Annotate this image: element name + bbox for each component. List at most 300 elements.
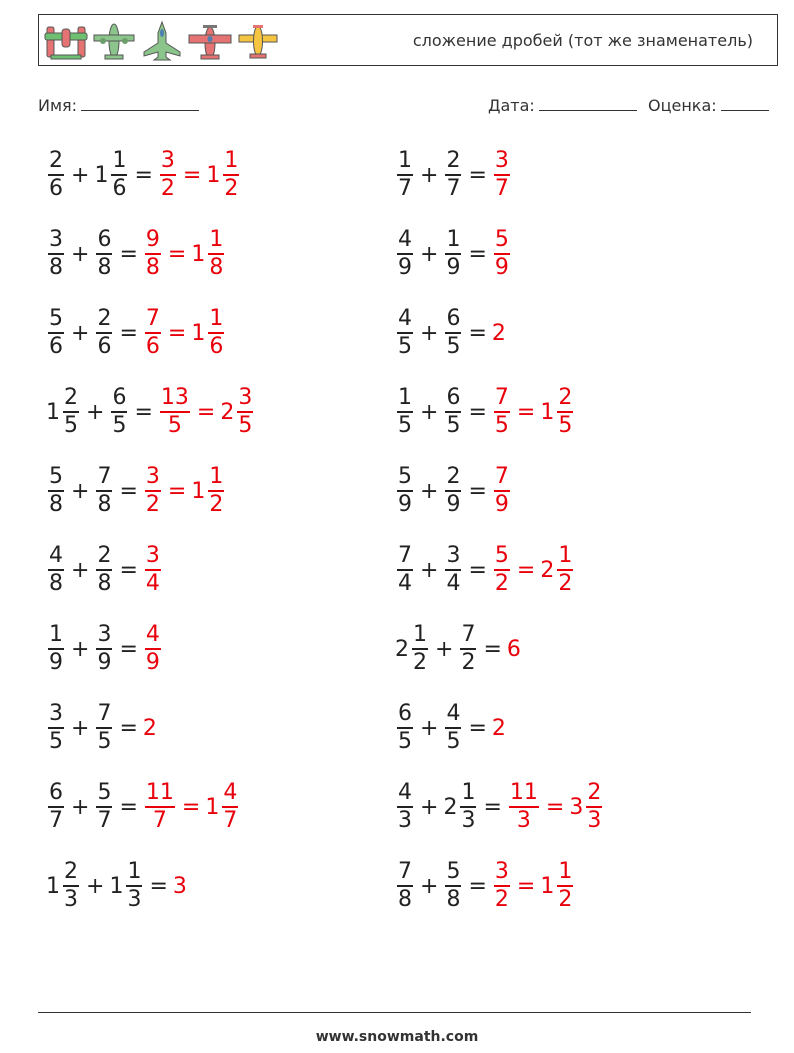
numerator: 3 <box>49 227 63 253</box>
denominator: 2 <box>461 649 476 675</box>
whole-number: 1 <box>191 320 206 346</box>
fraction <box>145 227 161 281</box>
numerator: 4 <box>145 622 160 648</box>
fraction <box>48 780 64 834</box>
denominator: 9 <box>49 649 63 675</box>
jet-green-icon <box>139 19 185 63</box>
numerator: 9 <box>145 227 160 253</box>
numerator: 7 <box>398 859 412 885</box>
answer <box>507 637 522 662</box>
denominator: 9 <box>446 491 461 517</box>
number <box>443 780 478 834</box>
problem-2 <box>395 135 512 215</box>
denominator: 9 <box>446 254 461 280</box>
equals-sign: = <box>119 557 138 583</box>
numerator: 1 <box>558 859 573 885</box>
denominator: 9 <box>494 254 509 280</box>
numerator: 3 <box>160 148 175 174</box>
answer <box>158 385 192 439</box>
footer-divider <box>38 1012 751 1013</box>
fraction <box>460 622 476 676</box>
whole-number: 1 <box>109 873 124 899</box>
numerator: 5 <box>494 543 509 569</box>
fraction <box>208 464 224 518</box>
number <box>94 543 114 597</box>
number <box>46 859 81 913</box>
fraction <box>63 859 79 913</box>
equals-sign: = <box>181 794 201 820</box>
fraction <box>412 622 428 676</box>
numerator: 4 <box>223 780 238 806</box>
equals-sign: = <box>119 241 138 267</box>
number <box>443 148 463 202</box>
fraction <box>48 543 64 597</box>
denominator: 3 <box>587 807 602 833</box>
numerator: 11 <box>509 780 538 806</box>
plus-sign: + <box>420 557 439 583</box>
denominator: 5 <box>398 412 412 438</box>
number <box>46 464 66 518</box>
plane-icons <box>43 19 281 63</box>
numerator: 1 <box>398 385 412 411</box>
fraction <box>48 622 64 676</box>
numerator: 5 <box>446 859 461 885</box>
numerator: 5 <box>49 306 63 332</box>
answer <box>191 464 226 518</box>
number <box>46 385 81 439</box>
denominator: 5 <box>112 412 127 438</box>
number <box>395 385 415 439</box>
numerator: 1 <box>398 148 412 174</box>
plus-sign: + <box>71 794 90 820</box>
denominator: 7 <box>223 807 238 833</box>
fraction <box>397 464 413 518</box>
answer <box>205 780 240 834</box>
denominator: 7 <box>49 807 63 833</box>
answer <box>492 464 512 518</box>
numerator: 6 <box>446 385 461 411</box>
denominator: 2 <box>494 570 509 596</box>
numerator: 1 <box>112 148 127 174</box>
problem-16 <box>395 688 507 768</box>
whole-number: 2 <box>540 557 555 583</box>
denominator: 8 <box>97 254 112 280</box>
fraction <box>126 859 142 913</box>
plus-sign: + <box>86 399 105 425</box>
equals-sign: = <box>167 478 187 504</box>
number <box>395 622 430 676</box>
numerator: 2 <box>587 780 602 806</box>
numerator: 4 <box>398 306 412 332</box>
date-field <box>488 94 637 115</box>
number <box>46 227 66 281</box>
grade-field <box>648 94 769 115</box>
numerator: 2 <box>49 148 63 174</box>
whole-number: 2 <box>491 715 506 741</box>
denominator: 7 <box>494 175 509 201</box>
answer <box>143 780 177 834</box>
equals-sign: = <box>119 478 138 504</box>
problem-7 <box>46 372 255 452</box>
number <box>94 622 114 676</box>
fraction <box>557 543 573 597</box>
fraction <box>208 306 224 360</box>
numerator: 2 <box>97 306 112 332</box>
fraction <box>445 701 461 755</box>
answer <box>492 321 507 346</box>
denominator: 3 <box>398 807 412 833</box>
numerator: 7 <box>97 464 112 490</box>
numerator: 1 <box>209 464 224 490</box>
whole-number: 1 <box>94 162 109 188</box>
denominator: 6 <box>97 333 112 359</box>
number <box>443 701 463 755</box>
fraction <box>160 148 176 202</box>
whole-number: 1 <box>46 873 60 899</box>
denominator: 9 <box>398 491 412 517</box>
numerator: 4 <box>398 227 412 253</box>
numerator: 1 <box>461 780 476 806</box>
plus-sign: + <box>420 478 439 504</box>
denominator: 8 <box>97 491 112 517</box>
denominator: 8 <box>49 570 63 596</box>
equals-sign: = <box>516 399 536 425</box>
denominator: 5 <box>167 412 182 438</box>
number <box>46 306 66 360</box>
problem-17 <box>46 767 240 847</box>
equals-sign: = <box>119 636 138 662</box>
numerator: 6 <box>398 701 412 727</box>
denominator: 8 <box>446 886 461 912</box>
denominator: 5 <box>238 412 253 438</box>
denominator: 6 <box>49 333 63 359</box>
fraction <box>494 385 510 439</box>
numerator: 7 <box>97 701 112 727</box>
equals-sign: = <box>468 873 487 899</box>
equals-sign: = <box>119 320 138 346</box>
answer <box>540 859 575 913</box>
fraction <box>460 780 476 834</box>
number <box>443 543 463 597</box>
problem-3 <box>46 214 226 294</box>
fraction <box>96 622 112 676</box>
numerator: 3 <box>446 543 461 569</box>
fraction <box>96 306 112 360</box>
numerator: 2 <box>446 148 461 174</box>
number <box>46 780 66 834</box>
denominator: 2 <box>558 570 573 596</box>
equals-sign: = <box>468 715 487 741</box>
denominator: 5 <box>398 728 412 754</box>
denominator: 6 <box>49 175 63 201</box>
problem-4 <box>395 214 512 294</box>
answer <box>143 622 163 676</box>
denominator: 5 <box>97 728 112 754</box>
date-label: Дата: <box>488 96 535 115</box>
numerator: 1 <box>413 622 427 648</box>
denominator: 9 <box>97 649 112 675</box>
fraction <box>494 543 510 597</box>
fraction <box>445 464 461 518</box>
numerator: 2 <box>97 543 112 569</box>
plus-sign: + <box>71 557 90 583</box>
fraction <box>96 543 112 597</box>
equals-sign: = <box>167 241 187 267</box>
answer <box>492 385 512 439</box>
equals-sign: = <box>182 162 202 188</box>
numerator: 4 <box>49 543 63 569</box>
numerator: 1 <box>446 227 461 253</box>
number <box>395 701 415 755</box>
plus-sign: + <box>71 478 90 504</box>
fraction <box>208 227 224 281</box>
fraction <box>96 227 112 281</box>
plus-sign: + <box>71 162 90 188</box>
number <box>109 859 144 913</box>
number <box>46 701 66 755</box>
fraction <box>48 148 64 202</box>
numerator: 3 <box>49 701 63 727</box>
footer-site: www.snowmath.com <box>315 1029 479 1045</box>
denominator: 4 <box>446 570 461 596</box>
answer <box>143 464 163 518</box>
whole-number: 1 <box>540 873 555 899</box>
numerator: 1 <box>209 227 224 253</box>
number <box>46 543 66 597</box>
equals-sign: = <box>119 794 138 820</box>
fraction <box>397 306 413 360</box>
numerator: 5 <box>97 780 112 806</box>
plane-pink-icon <box>43 19 89 63</box>
problem-15 <box>46 688 158 768</box>
answer <box>540 385 575 439</box>
numerator: 6 <box>112 385 127 411</box>
fraction <box>445 227 461 281</box>
denominator: 5 <box>446 412 461 438</box>
fraction <box>397 701 413 755</box>
denominator: 7 <box>97 807 112 833</box>
problem-18 <box>395 767 604 847</box>
fraction <box>237 385 253 439</box>
denominator: 5 <box>446 333 461 359</box>
denominator: 3 <box>64 886 78 912</box>
numerator: 1 <box>209 306 224 332</box>
fraction <box>397 385 413 439</box>
numerator: 3 <box>494 148 509 174</box>
fraction <box>586 780 602 834</box>
fraction <box>494 464 510 518</box>
number <box>94 148 129 202</box>
denominator: 7 <box>152 807 167 833</box>
fraction <box>397 780 413 834</box>
equals-sign: = <box>167 320 187 346</box>
numerator: 1 <box>224 148 239 174</box>
equals-sign: = <box>134 399 153 425</box>
grade-blank[interactable] <box>721 94 769 111</box>
equals-sign: = <box>119 715 138 741</box>
whole-number: 2 <box>491 320 506 346</box>
answer <box>492 227 512 281</box>
equals-sign: = <box>468 320 487 346</box>
denominator: 4 <box>145 570 160 596</box>
answer <box>143 543 163 597</box>
problem-10 <box>395 451 512 531</box>
equals-sign: = <box>468 162 487 188</box>
number <box>443 859 463 913</box>
number <box>395 464 415 518</box>
fraction <box>63 385 79 439</box>
fraction <box>494 227 510 281</box>
equals-sign: = <box>468 399 487 425</box>
number <box>395 306 415 360</box>
name-blank[interactable] <box>81 94 199 111</box>
fraction <box>48 464 64 518</box>
problem-9 <box>46 451 226 531</box>
plus-sign: + <box>420 715 439 741</box>
fraction <box>494 859 510 913</box>
problem-1 <box>46 135 241 215</box>
fraction <box>160 385 190 439</box>
denominator: 8 <box>97 570 112 596</box>
whole-number: 3 <box>172 873 187 899</box>
plus-sign: + <box>71 715 90 741</box>
denominator: 8 <box>209 254 224 280</box>
denominator: 9 <box>494 491 509 517</box>
denominator: 7 <box>398 175 412 201</box>
number <box>443 227 463 281</box>
plus-sign: + <box>420 873 439 899</box>
fraction <box>397 148 413 202</box>
problem-11 <box>46 530 163 610</box>
whole-number: 1 <box>191 478 206 504</box>
fraction <box>494 148 510 202</box>
numerator: 6 <box>446 306 461 332</box>
fraction <box>397 227 413 281</box>
number <box>443 306 463 360</box>
numerator: 7 <box>494 464 509 490</box>
number <box>94 306 114 360</box>
plane-green-icon <box>91 19 137 63</box>
denominator: 2 <box>209 491 224 517</box>
denominator: 3 <box>516 807 531 833</box>
answer <box>492 543 512 597</box>
whole-number: 1 <box>191 241 206 267</box>
fraction <box>145 306 161 360</box>
fraction <box>48 701 64 755</box>
equals-sign: = <box>483 794 502 820</box>
numerator: 1 <box>49 622 63 648</box>
plus-sign: + <box>420 794 439 820</box>
equals-sign: = <box>134 162 153 188</box>
numerator: 7 <box>461 622 476 648</box>
fraction <box>445 859 461 913</box>
fraction <box>445 385 461 439</box>
numerator: 13 <box>160 385 189 411</box>
denominator: 7 <box>446 175 461 201</box>
denominator: 6 <box>145 333 160 359</box>
fraction <box>145 464 161 518</box>
denominator: 2 <box>145 491 160 517</box>
problem-6 <box>395 293 507 373</box>
fraction <box>397 859 413 913</box>
numerator: 7 <box>398 543 412 569</box>
numerator: 4 <box>446 701 461 727</box>
problem-8 <box>395 372 575 452</box>
denominator: 2 <box>224 175 239 201</box>
denominator: 3 <box>461 807 476 833</box>
number <box>94 464 114 518</box>
answer <box>191 227 226 281</box>
plus-sign: + <box>420 320 439 346</box>
equals-sign: = <box>516 557 536 583</box>
answer <box>143 306 163 360</box>
fraction <box>96 701 112 755</box>
fraction <box>111 148 127 202</box>
numerator: 11 <box>145 780 174 806</box>
denominator: 5 <box>398 333 412 359</box>
denominator: 5 <box>64 412 78 438</box>
whole-number: 1 <box>206 162 221 188</box>
whole-number: 1 <box>205 794 220 820</box>
denominator: 8 <box>398 886 412 912</box>
denominator: 5 <box>446 728 461 754</box>
denominator: 2 <box>413 649 427 675</box>
whole-number: 3 <box>569 794 584 820</box>
number <box>395 780 415 834</box>
whole-number: 1 <box>46 399 60 425</box>
plus-sign: + <box>420 399 439 425</box>
whole-number: 2 <box>443 794 458 820</box>
answer <box>220 385 255 439</box>
numerator: 2 <box>446 464 461 490</box>
name-label: Имя: <box>38 96 78 115</box>
denominator: 4 <box>398 570 412 596</box>
answer <box>492 859 512 913</box>
plane-yellow-icon <box>235 19 281 63</box>
problem-14 <box>395 609 522 689</box>
answer <box>507 780 541 834</box>
plus-sign: + <box>435 636 454 662</box>
answer <box>569 780 604 834</box>
answer <box>143 716 158 741</box>
fraction <box>145 780 175 834</box>
name-field <box>38 94 199 115</box>
numerator: 6 <box>49 780 63 806</box>
denominator: 3 <box>127 886 142 912</box>
answer <box>492 148 512 202</box>
problem-5 <box>46 293 226 373</box>
numerator: 6 <box>97 227 112 253</box>
problem-19 <box>46 846 188 926</box>
number <box>94 227 114 281</box>
numerator: 3 <box>238 385 253 411</box>
answer <box>173 874 188 899</box>
denominator: 8 <box>49 254 63 280</box>
number <box>395 543 415 597</box>
equals-sign: = <box>196 399 216 425</box>
answer <box>191 306 226 360</box>
numerator: 3 <box>97 622 112 648</box>
fraction <box>445 543 461 597</box>
fraction <box>145 622 161 676</box>
plus-sign: + <box>86 873 105 899</box>
denominator: 5 <box>494 412 509 438</box>
number <box>46 622 66 676</box>
whole-number: 2 <box>142 715 157 741</box>
number <box>94 701 114 755</box>
date-blank[interactable] <box>539 94 637 111</box>
fraction <box>145 543 161 597</box>
